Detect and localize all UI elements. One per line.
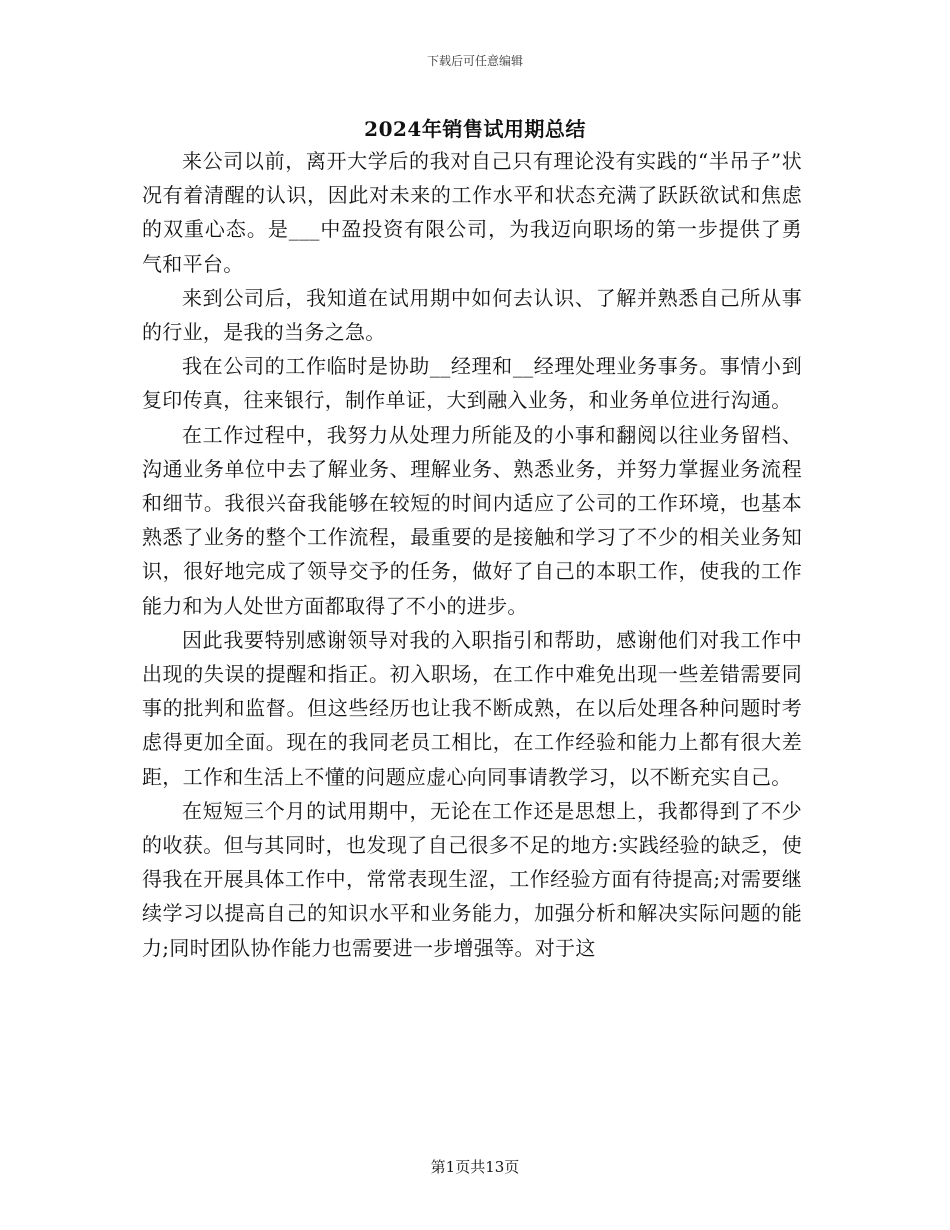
paragraph: 我在公司的工作临时是协助__经理和__经理处理业务事务。事情小到复印传真，往来银行，制作单证，大到融入业务，和业务单位进行沟通。	[142, 354, 802, 413]
paragraph: 因此我要特别感谢领导对我的入职指引和帮助，感谢他们对我工作中出现的失误的提醒和指正。初入职场，在工作中难免出现一些差错需要同事的批判和监督。但这些经历也让我不断成熟，在以后处理各种问题时考虑得更加全面。现在的我同老员工相比，在工作经验和能力上都有很大差距，工作和生活上不懂的问题应虚心向同事请教学习，以不断充实自己。	[142, 627, 802, 789]
paragraph: 在工作过程中，我努力从处理力所能及的小事和翻阅以往业务留档、沟通业务单位中去了解业务、理解业务、熟悉业务，并努力掌握业务流程和细节。我很兴奋我能够在较短的时间内适应了公司的工作环境，也基本熟悉了业务的整个工作流程，最重要的是接触和学习了不少的相关业务知识，很好地完成了领导交予的任务，做好了自己的本职工作，使我的工作能力和为人处世方面都取得了不小的进步。	[142, 422, 802, 618]
page-number-footer: 第1页共13页	[430, 1158, 520, 1176]
paragraph: 来到公司后，我知道在试用期中如何去认识、了解并熟悉自己所从事的行业，是我的当务之急。	[142, 285, 802, 345]
document-body	[142, 144, 802, 965]
paragraph: 来公司以前，离开大学后的我对自己只有理论没有实践的“半吊子”状况有着清醒的认识，因此对未来的工作水平和状态充满了跃跃欲试和焦虑的双重心态。是___中盈投资有限公司，为我迈向职场的第一步提供了勇气和平台。	[142, 149, 802, 276]
header-note: 下载后可任意编辑	[426, 54, 523, 68]
document-title: 2024年销售试用期总结	[364, 117, 586, 141]
paragraph: 在短短三个月的试用期中，无论在工作还是思想上，我都得到了不少的收获。但与其同时，也发现了自己很多不足的地方:实践经验的缺乏，使得我在开展具体工作中，常常表现生涩，工作经验方面有待提高;对需要继续学习以提高自己的知识水平和业务能力，加强分析和解决实际问题的能力;同时团队协作能力也需要进一步增强等。对于这	[142, 798, 802, 960]
